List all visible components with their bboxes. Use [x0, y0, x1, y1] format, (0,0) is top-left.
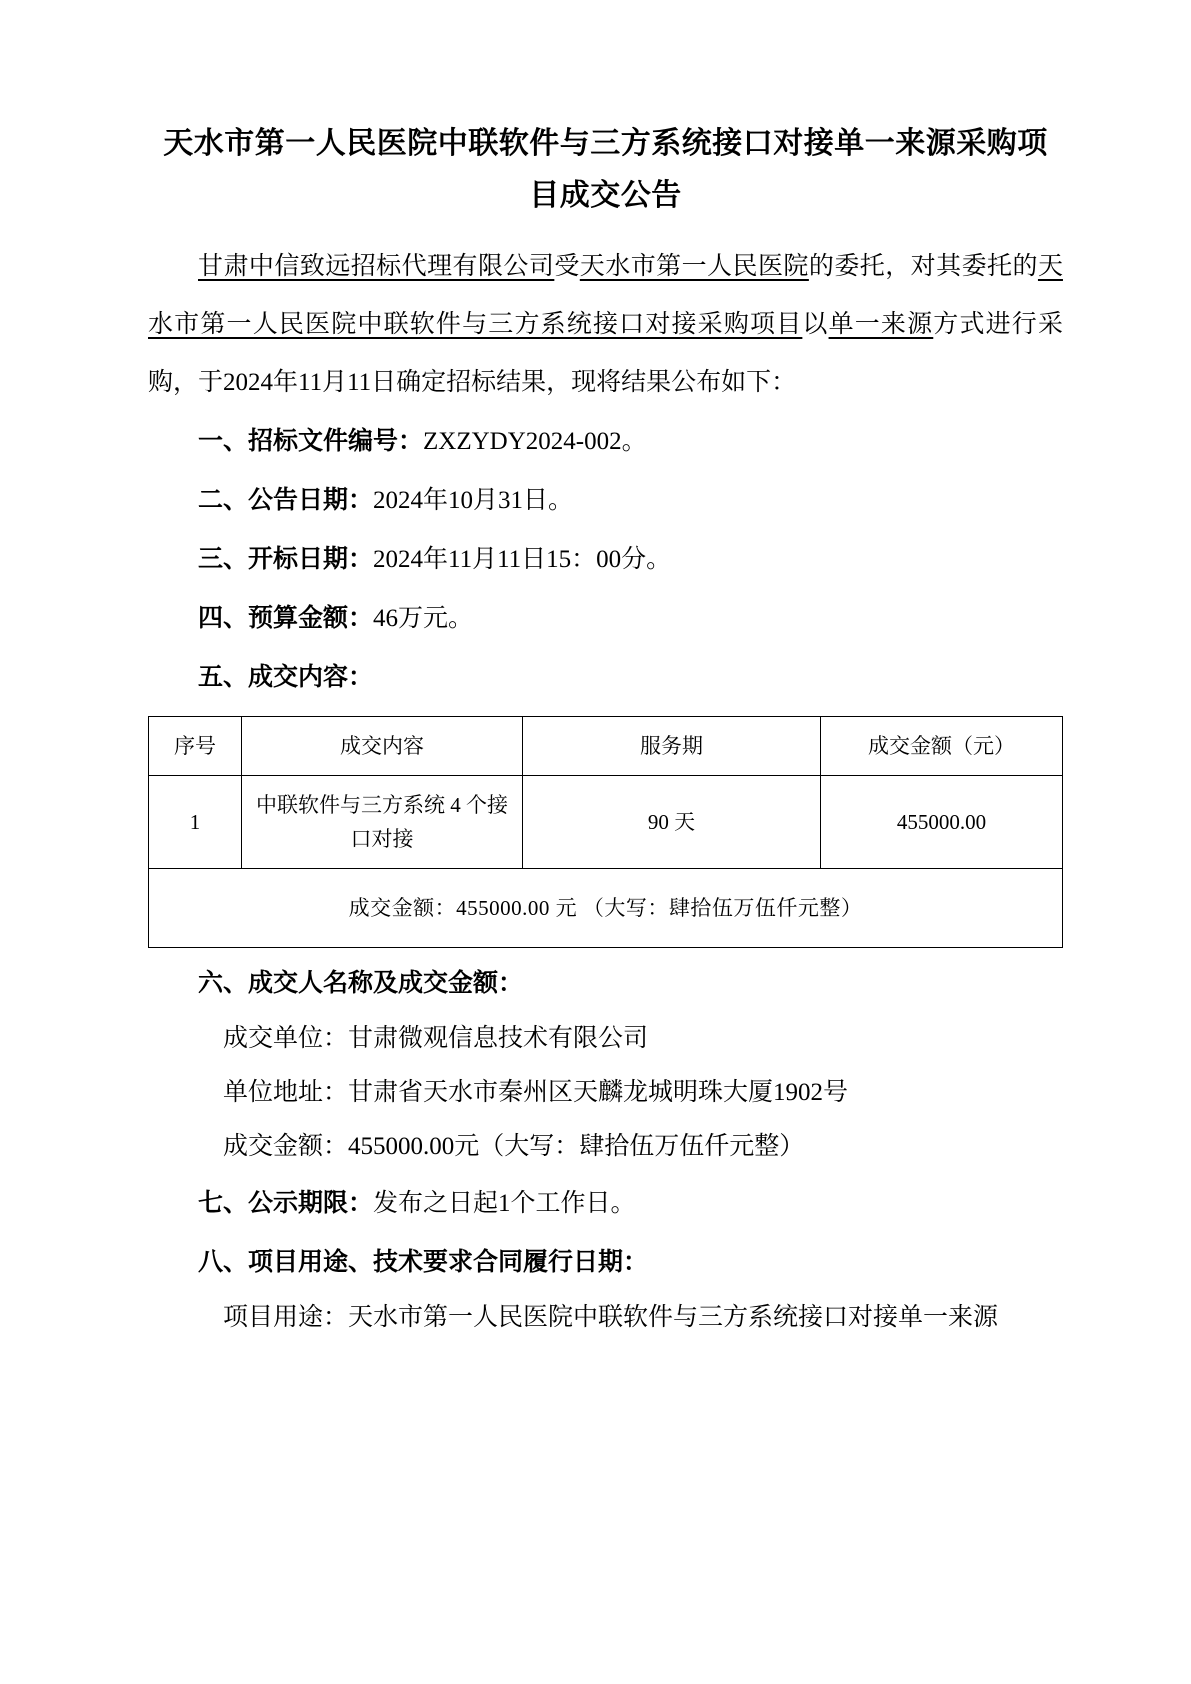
intro-method: 单一来源	[828, 311, 934, 338]
winner-unit-value: 甘肃微观信息技术有限公司	[348, 1025, 649, 1052]
section-usage-head: 八、项目用途、技术要求合同履行日期：	[198, 1247, 649, 1276]
intro-text-4: 方式进行采购，于2024年11月11日确定招标结果，现将结果公布如下：	[148, 311, 1063, 396]
intro-text-3: 以	[802, 311, 829, 338]
section-bid-open-date-value: 2024年11月11日15：00分。	[373, 546, 672, 573]
table-cell-content: 中联软件与三方系统 4 个接口对接	[242, 776, 523, 869]
section-result-head: 五、成交内容：	[198, 662, 374, 691]
intro-project: 天水市第一人民医院中联软件与三方系统接口对接采购项目	[148, 253, 1063, 338]
section-announce-date	[148, 471, 1063, 530]
winner-address	[148, 1066, 1063, 1120]
table-header-content: 成交内容	[242, 717, 523, 776]
section-budget-label: 四、预算金额：	[198, 603, 374, 632]
section-public-period-value: 发布之日起1个工作日。	[373, 1190, 636, 1217]
intro-agency: 甘肃中信致远招标代理有限公司	[198, 253, 555, 280]
intro-paragraph	[148, 238, 1063, 412]
section-bid-open-date-label: 三、开标日期：	[198, 544, 374, 573]
winner-amount	[148, 1120, 1063, 1174]
table-header-row	[149, 717, 1063, 776]
page-title: 天水市第一人民医院中联软件与三方系统接口对接单一来源采购项目成交公告	[163, 126, 1048, 213]
section-doc-number-label: 一、招标文件编号：	[198, 426, 424, 455]
table-cell-period: 90 天	[523, 776, 821, 869]
intro-text-1: 受	[554, 253, 580, 280]
section-public-period	[148, 1174, 1063, 1233]
section-bid-open-date	[148, 530, 1063, 589]
table-header-index: 序号	[149, 717, 242, 776]
section-doc-number	[148, 412, 1063, 471]
winner-unit	[148, 1012, 1063, 1066]
intro-client: 天水市第一人民医院	[579, 253, 809, 280]
section-public-period-label: 七、公示期限：	[198, 1188, 374, 1217]
table-total-row	[149, 869, 1063, 948]
winner-address-value: 甘肃省天水市秦州区天麟龙城明珠大厦1902号	[348, 1079, 849, 1106]
section-announce-date-label: 二、公告日期：	[198, 485, 374, 514]
table-header-period: 服务期	[523, 717, 821, 776]
section-usage-body: 项目用途：天水市第一人民医院中联软件与三方系统接口对接单一来源	[223, 1304, 999, 1331]
result-table	[148, 716, 1063, 948]
section-announce-date-value: 2024年10月31日。	[373, 487, 574, 514]
table-row	[149, 776, 1063, 869]
winner-amount-value: 455000.00元（大写：肆拾伍万伍仟元整）	[348, 1133, 805, 1160]
table-header-amount: 成交金额（元）	[821, 717, 1063, 776]
winner-address-label: 单位地址：	[223, 1079, 349, 1106]
winner-amount-label: 成交金额：	[223, 1133, 349, 1160]
table-cell-index: 1	[149, 776, 242, 869]
table-cell-amount: 455000.00	[821, 776, 1063, 869]
section-budget-value: 46万元。	[373, 605, 474, 632]
section-budget	[148, 589, 1063, 648]
intro-text-2: 的委托，对其委托的	[808, 253, 1038, 280]
table-total-text: 成交金额：455000.00 元 （大写：肆拾伍万伍仟元整）	[149, 869, 1063, 948]
section-winner-head: 六、成交人名称及成交金额：	[198, 968, 524, 997]
section-doc-number-value: ZXZYDY2024-002。	[423, 428, 647, 455]
winner-unit-label: 成交单位：	[223, 1025, 349, 1052]
